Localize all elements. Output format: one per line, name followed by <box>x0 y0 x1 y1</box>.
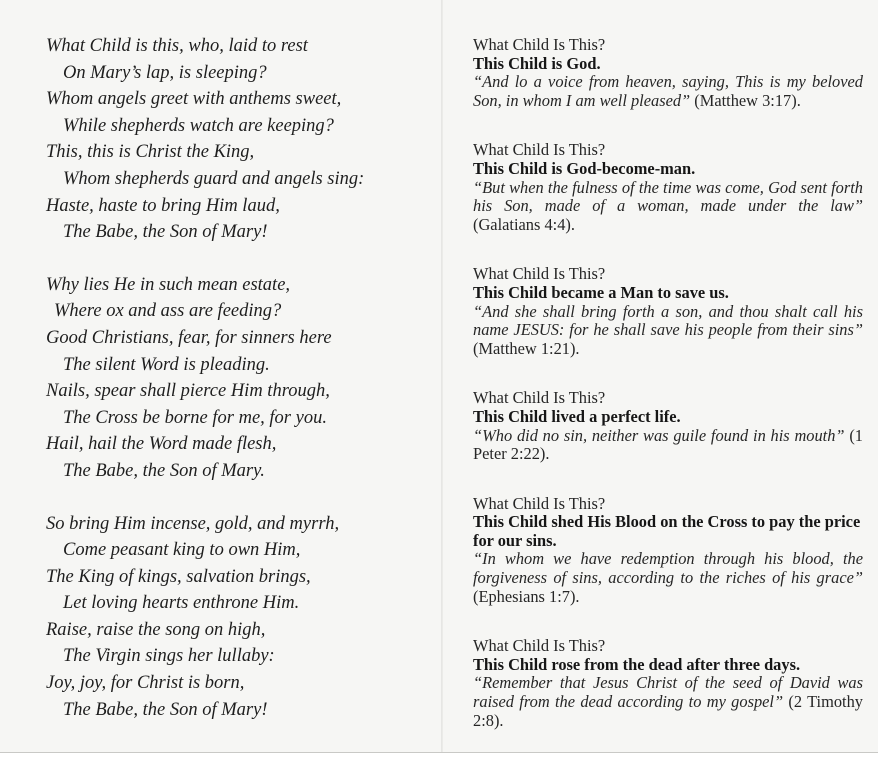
scripture-reference: (Matthew 1:21). <box>473 338 580 358</box>
hymn-line: Joy, joy, for Christ is born, <box>46 673 245 694</box>
hymn-line: Haste, haste to bring Him laud, <box>46 195 280 216</box>
hymn-stanza-1 <box>46 33 436 246</box>
reflection-entry <box>473 265 863 358</box>
hymn-line: The Cross be borne for me, for you. <box>63 407 327 428</box>
reflection-verse <box>473 73 863 110</box>
hymn-line: While shepherds watch are keeping? <box>63 115 334 136</box>
scripture-quote: “And she shall bring forth a son, and thou shalt call his name JESUS: for he shall save his people from their sins” <box>473 301 863 340</box>
hymn-line: The silent Word is pleading. <box>63 354 270 375</box>
scripture-quote: “And lo a voice from heaven, saying, This is my beloved Son, in whom I am well pleased” <box>473 72 863 110</box>
reflection-question: What Child Is This? <box>473 493 606 513</box>
hymn-line: So bring Him incense, gold, and myrrh, <box>46 513 340 534</box>
hymn-lyrics <box>46 33 436 749</box>
hymn-line: This, this is Christ the King, <box>46 142 255 163</box>
reflection-verse <box>473 550 863 606</box>
reflection-question: What Child Is This? <box>473 140 606 160</box>
reflection-entry <box>473 141 863 234</box>
reflection-question: What Child Is This? <box>473 264 606 284</box>
reflection-verse <box>473 427 863 464</box>
scripture-quote: “But when the fulness of the time was come, God sent forth his Son, made of a woman, made under the law” <box>473 177 863 216</box>
hymn-line: The Babe, the Son of Mary! <box>63 222 268 243</box>
reflection-verse <box>473 674 863 730</box>
hymn-line: Raise, raise the song on high, <box>46 619 266 640</box>
reflection-verse <box>473 303 863 359</box>
hymn-line: What Child is this, who, laid to rest <box>46 36 308 56</box>
hymn-line: Where ox and ass are feeding? <box>54 301 282 322</box>
reflection-heading: This Child rose from the dead after three days. <box>473 654 801 674</box>
reflections-column <box>473 36 863 761</box>
hymn-line: Let loving hearts enthrone Him. <box>63 593 300 614</box>
hymn-line: Nails, spear shall pierce Him through, <box>46 381 330 402</box>
scripture-reference: (Galatians 4:4). <box>473 214 575 234</box>
reflection-question: What Child Is This? <box>473 35 606 54</box>
reflection-question: What Child Is This? <box>473 388 606 408</box>
reflection-heading: This Child shed His Blood on the Cross to pay the price for our sins. <box>473 512 861 550</box>
hymn-line: On Mary’s lap, is sleeping? <box>63 62 267 83</box>
reflection-entry <box>473 389 863 463</box>
reflection-entry <box>473 637 863 730</box>
hymn-line: Why lies He in such mean estate, <box>46 274 291 295</box>
scripture-quote: “Remember that Jesus Christ of the seed of David was raised from the dead according to my gospel” <box>473 673 863 712</box>
reflection-entry <box>473 495 863 607</box>
hymn-line: Whom angels greet with anthems sweet, <box>46 89 342 110</box>
hymn-line: Whom shepherds guard and angels sing: <box>63 168 365 189</box>
reflection-heading: This Child became a Man to save us. <box>473 282 729 302</box>
hymn-line: Good Christians, fear, for sinners here <box>46 327 332 348</box>
hymn-line: The Babe, the Son of Mary! <box>63 699 268 720</box>
hymn-stanza-2 <box>46 272 436 485</box>
reflection-entry <box>473 36 863 110</box>
reflection-heading: This Child is God. <box>473 53 601 73</box>
hymn-line: The King of kings, salvation brings, <box>46 566 311 587</box>
reflection-verse <box>473 179 863 235</box>
reflection-heading: This Child lived a perfect life. <box>473 406 681 426</box>
scripture-quote: “In whom we have redemption through his blood, the forgiveness of sins, according to the riches of his grace” <box>473 549 863 588</box>
page-fold <box>441 0 443 752</box>
reflection-question: What Child Is This? <box>473 636 606 656</box>
scripture-reference: (Matthew 3:17). <box>694 90 801 110</box>
scripture-reference: (Ephesians 1:7). <box>473 586 580 606</box>
reflection-heading: This Child is God-become-man. <box>473 158 696 178</box>
hymn-line: Come peasant king to own Him, <box>63 540 301 561</box>
hymn-line: Hail, hail the Word made flesh, <box>46 434 277 455</box>
scripture-quote: “Who did no sin, neither was guile found in his mouth” <box>473 425 845 445</box>
scripture-reference: (2 Timothy 2:8). <box>473 692 863 730</box>
hymn-line: The Virgin sings her lullaby: <box>63 646 275 667</box>
hymn-line: The Babe, the Son of Mary. <box>63 460 265 481</box>
scripture-reference: (1 Peter 2:22). <box>473 425 863 464</box>
hymn-stanza-3 <box>46 511 436 724</box>
